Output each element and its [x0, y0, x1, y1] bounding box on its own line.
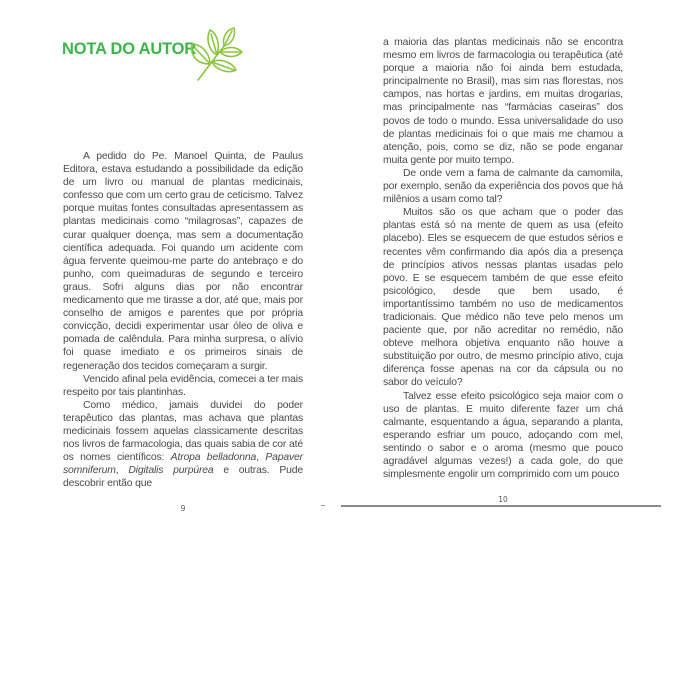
paragraph-text: e outras. Pude descobrir então que: [63, 465, 303, 490]
chapter-title: NOTA DO AUTOR: [62, 40, 196, 58]
species-name: Atropa belladonna: [170, 452, 257, 464]
species-name: Papaver somniferum: [63, 452, 303, 477]
species-name: Digitalis purpúrea: [128, 465, 214, 477]
separator: ,: [115, 465, 129, 477]
paragraph-continuation: a maioria das plantas medicinais não se encontra mesmo em livros de farmacologia ou terapêutica (até porque a maioria não foi ainda bem estudada, principalmente no Brasil), mas sim nas florestas, nos campos, nas hortas e jardins, em muitas drogarias, mas principalmente nas “farmácias caseiras” dos povos de todo o mundo. Essa universalidade do uso de plantas medicinais foi o que mais me chamou a atenção, pois, como se diz, não se pode enganar muita gente por muito tempo.: [383, 37, 623, 166]
right-page-text: [383, 36, 623, 481]
leaf-branch-icon: [184, 24, 244, 84]
page-number-left: 9: [180, 504, 186, 514]
page-divider-mark: [321, 505, 325, 506]
separator: ,: [256, 452, 266, 464]
paragraph: Talvez esse efeito psicológico seja maior com o uso de plantas. E muito diferente fazer um chá calmante, esquentando a água, separando a planta, esperando esfriar um pouco, adoçando com mel, sentindo o sabor e o aroma (mesmo que pouco agradável algumas vezes!) a cada gole, do que simplesmente engolir um comprimido com um pouco: [383, 390, 623, 481]
paragraph-scientific-names: [63, 399, 303, 491]
page-number-right: 10: [498, 495, 508, 505]
paragraph: A pedido do Pe. Manoel Quinta, de Paulus Editora, estava estudando a possibilidade da edição de um livro ou manual de plantas medicinais, confesso que com um certo grau de ceticismo. Talvez porque muitas fontes consultadas apresentassem as plantas medicinais como “milagrosas”, capazes de curar qualquer doença, mas sem a documentação científica adequada. Foi quando um acidente com água fervente queimou-me parte do antebraço e do punho, com queimaduras de segundo e terceiro graus. Sofri alguns dias por não encontrar medicamento que me tirasse a dor, até que, mais por conselho de amigos e parentes que por própria convicção, decidi experimentar usar óleo de oliva e pomada de calêndula. Para minha surpresa, o alívio foi quase imediato e os primeiros sinais de regeneração dos tecidos começaram a surgir.: [63, 151, 303, 372]
page-bottom-rule: [341, 505, 661, 507]
paragraph: Muitos são os que acham que o poder das plantas está só na mente de quem as usa (efeito placebo). Eles se esquecem de que estudos sérios e recentes vêm confirmando dia após dia a presença de princípios ativos nessas plantas usadas pelo povo. E se esquecem também de que esse efeito psicológico, desde que bem usado, é importantíssimo também no uso de medicamentos tradicionais. Que médico não teve pelo menos um paciente que, por não acreditar no remédio, não obteve melhora objetiva enquanto não houve a substituição por outro, de mesmo princípio ativo, cuja diferença fosse apenas na cor da cápsula ou no sabor do veículo?: [383, 207, 623, 389]
left-page: [63, 150, 303, 514]
paragraph: De onde vem a fama de calmante da camomila, por exemplo, senão da experiência dos povos que há milênios a usam como tal?: [383, 167, 623, 206]
right-page: [383, 36, 623, 505]
paragraph: Vencido afinal pela evidência, comecei a ter mais respeito por tais plantinhas.: [63, 373, 303, 398]
left-page-text: [63, 150, 303, 490]
paragraph-text: Como médico, jamais duvidei do poder terapêutico das plantas, mas achava que plantas medicinais fossem aquelas classicamente descritas nos livros de farmacologia, das quais sabia de cor até os nomes científicos:: [63, 399, 303, 464]
